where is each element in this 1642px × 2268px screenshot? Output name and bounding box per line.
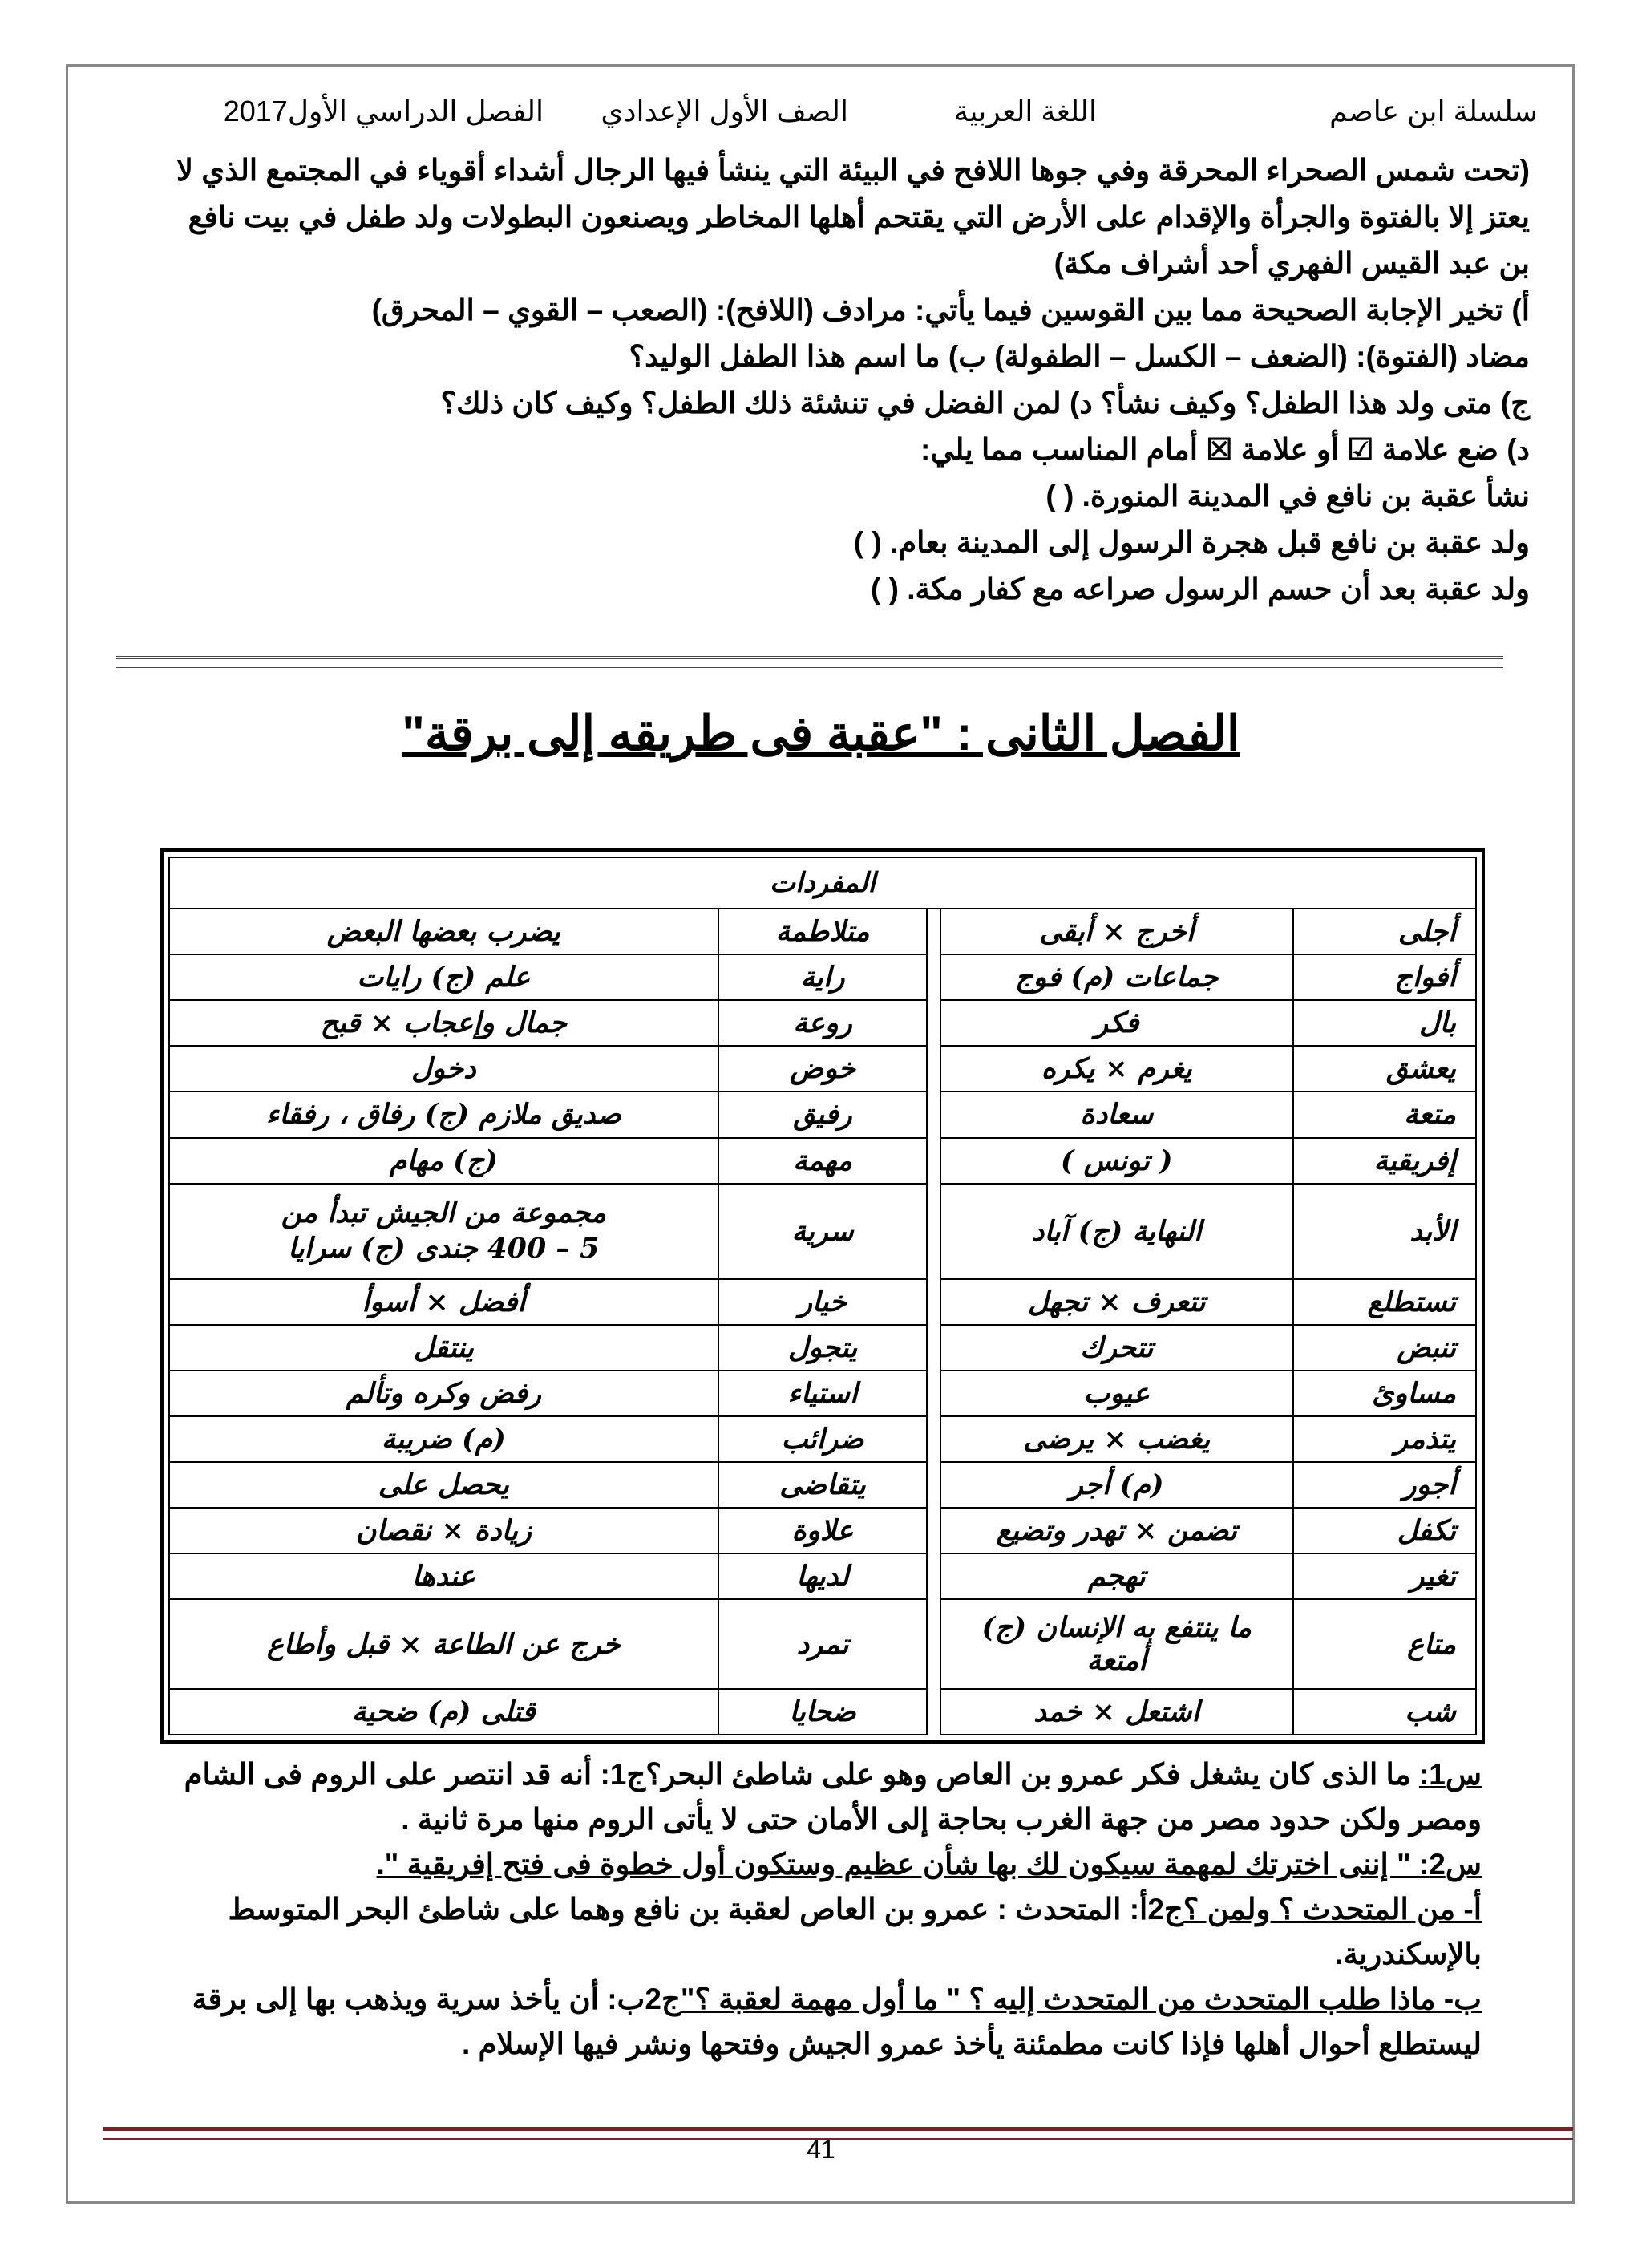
vocab-meaning: (ج) مهام [169,1138,718,1184]
column-gap [927,1462,940,1508]
vocab-meaning: فكر [940,1000,1293,1046]
column-gap [927,1416,940,1462]
column-gap [927,1279,940,1325]
vocab-meaning: تتحرك [940,1325,1293,1371]
question-text: أ- من المتحدث ؟ ولمن ؟ [1183,1893,1482,1926]
exercise-line: ولد عقبة بن نافع قبل هجرة الرسول إلى المدينة بعام. ( ) [853,526,1530,559]
vocab-row [169,1184,1476,1279]
vocab-word: متلاطمة [718,909,928,954]
vocab-word: ضرائب [718,1416,928,1462]
vocab-meaning: النهاية (ج) آباد [940,1184,1293,1279]
vocab-meaning: أخرج × أبقى [940,909,1293,954]
vocab-meaning: علم (ج) رايات [169,954,718,1000]
vocab-table-frame [160,848,1485,1744]
column-gap [927,1046,940,1091]
vocab-word: لديها [718,1553,928,1599]
qa-line [152,1842,1482,1887]
column-gap [927,1000,940,1046]
header-subject: اللغة العربية [954,95,1097,128]
header-term: الفصل الدراسي الأول2017 [223,95,544,128]
vocab-row [169,1091,1476,1137]
vocab-word: سرية [718,1184,928,1279]
vocab-meaning: قتلى (م) ضحية [169,1689,718,1735]
passage-line: بن عبد القيس الفهري أحد أشراف مكة) [1054,247,1530,280]
answer-label: ج1: [600,1758,646,1791]
vocab-row [169,909,1476,954]
vocab-word: مهمة [718,1138,928,1184]
vocab-word: تمرد [718,1599,928,1689]
vocab-table-title: المفردات [169,857,1476,909]
column-gap [927,1689,940,1735]
vocab-word: متاع [1293,1599,1476,1689]
exercise-line: ج) متى ولد هذا الطفل؟ وكيف نشأ؟ د) لمن الفضل في تنشئة ذلك الطفل؟ وكيف كان ذلك؟ [440,387,1530,419]
vocab-word: أجور [1293,1462,1476,1508]
vocab-row [169,1138,1476,1184]
answer-text: بالإسكندرية. [1335,1938,1482,1970]
vocab-word: متعة [1293,1091,1476,1137]
vocab-word: أجلى [1293,909,1476,954]
vocab-word: شب [1293,1689,1476,1735]
vocab-meaning: يغرم × يكره [940,1046,1293,1091]
vocab-meaning: (م) ضريبة [169,1416,718,1462]
passage-block [112,148,1530,613]
vocab-word: إفريقية [1293,1138,1476,1184]
answer-text: المتحدث : عمرو بن العاص لعقبة بن نافع وهما على شاطئ البحر المتوسط [228,1893,1130,1926]
vocab-meaning: عندها [169,1553,718,1599]
vocab-meaning: تضمن × تهدر وتضيع [940,1508,1293,1553]
vocab-word: الأبد [1293,1184,1476,1279]
vocab-meaning: تهجم [940,1553,1293,1599]
vocab-meaning: صديق ملازم (ج) رفاق ، رفقاء [169,1091,718,1137]
column-gap [927,1325,940,1371]
vocab-row [169,1689,1476,1735]
vocab-meaning: أفضل × أسوأ [169,1279,718,1325]
vocab-word: تكفل [1293,1508,1476,1553]
qa-line [152,1977,1482,2022]
question-text: ب- ماذا طلب المتحدث من المتحدث إليه ؟ " ما أول مهمة لعقبة ؟" [680,1982,1482,2015]
vocab-row [169,1553,1476,1599]
vocab-word: يتذمر [1293,1416,1476,1462]
vocab-word: تغير [1293,1553,1476,1599]
vocab-row [169,1508,1476,1553]
answer-text: ليستطلع أحوال أهلها فإذا كانت مطمئنة يأخذ عمرو الجيش وفتحها ونشر فيها الإسلام . [461,2027,1482,2060]
vocab-word: مساوئ [1293,1371,1476,1416]
vocab-meaning: رفض وكره وتألم [169,1371,718,1416]
column-gap [927,1599,940,1689]
vocab-row [169,1000,1476,1046]
vocab-row [169,1279,1476,1325]
vocab-row [169,1416,1476,1462]
section-separator [116,656,1503,670]
vocab-meaning: عيوب [940,1371,1293,1416]
exercise-line: مضاد (الفتوة): (الضعف – الكسل – الطفولة) ب) ما اسم هذا الطفل الوليد؟ [629,340,1530,373]
page-number: 41 [807,2135,835,2164]
passage-line: يعتز إلا بالفتوة والجرأة والإقدام على الأرض التي يقتحم أهلها المخاطر ويصنعون البطولات ولد طفل في بيت نافع [188,200,1530,233]
qa-block [152,1752,1482,2067]
vocab-meaning: زيادة × نقصان [169,1508,718,1553]
vocab-meaning-line: 5 – 400 جندى (ج) سرايا [288,1232,600,1266]
qa-line [152,1752,1482,1797]
vocab-word: تستطلع [1293,1279,1476,1325]
exercise-line: أ) تخير الإجابة الصحيحة مما بين القوسين فيما يأتي: مرادف (اللافح): (الصعب – القوي – المحرق) [371,294,1530,326]
vocab-row [169,1046,1476,1091]
vocab-word: أفواج [1293,954,1476,1000]
exercise-line: ولد عقبة بعد أن حسم الرسول صراعه مع كفار مكة. ( ) [871,573,1530,605]
question-label: س2: [1418,1848,1482,1881]
vocab-meaning: جماعات (م) فوج [940,954,1293,1000]
chapter-title: الفصل الثانى : "عقبة فى طريقه إلى برقة" [402,707,1240,760]
vocab-table [168,857,1477,1735]
vocab-meaning [169,1184,718,1279]
vocab-meaning-line: مجموعة من الجيش تبدأ من [281,1197,606,1230]
answer-text: أن يأخذ سرية ويذهب بها إلى برقة [192,1982,608,2015]
vocab-meaning: يغضب × يرضى [940,1416,1293,1462]
vocab-word: خوض [718,1046,928,1091]
vocab-meaning: اشتعل × خمد [940,1689,1293,1735]
vocab-meaning: تتعرف × تجهل [940,1279,1293,1325]
vocab-word: يعشق [1293,1046,1476,1091]
vocab-word: ضحايا [718,1689,928,1735]
vocab-meaning: دخول [169,1046,718,1091]
qa-line [152,1887,1482,1932]
vocab-meaning: يضرب بعضها البعض [169,909,718,954]
vocab-word: خيار [718,1279,928,1325]
column-gap [927,909,940,954]
vocab-meaning: سعادة [940,1091,1293,1137]
vocab-meaning: خرج عن الطاعة × قبل وأطاع [169,1599,718,1689]
vocab-word: علاوة [718,1508,928,1553]
vocab-meaning: جمال وإعجاب × قبح [169,1000,718,1046]
answer-label: ج2أ: [1129,1893,1183,1926]
header-series: سلسلة ابن عاصم [1329,95,1538,128]
vocab-meaning: (م) أجر [940,1462,1293,1508]
vocab-row [169,1462,1476,1508]
passage-line: (تحت شمس الصحراء المحرقة وفي جوها اللافح في البيئة التي ينشأ فيها الرجال أشداء أقوياء في المجتمع الذي لا [176,154,1530,187]
vocab-meaning: ( تونس ) [940,1138,1293,1184]
exercise-line: نشأ عقبة بن نافع في المدينة المنورة. ( ) [1045,480,1530,512]
vocab-row [169,1371,1476,1416]
column-gap [927,1508,940,1553]
answer-text: أنه قد انتصر على الروم فى الشام [184,1758,601,1791]
vocab-word: استياء [718,1371,928,1416]
column-gap [927,1091,940,1137]
column-gap [927,1553,940,1599]
vocab-row [169,1599,1476,1689]
column-gap [927,1371,940,1416]
vocab-row [169,954,1476,1000]
answer-label: ج2ب: [607,1982,681,2015]
vocab-word: يتجول [718,1325,928,1371]
exercise-line: د) ضع علامة ☑ أو علامة ☒ أمام المناسب مما يلي: [920,433,1530,466]
vocab-row [169,1325,1476,1371]
column-gap [927,954,940,1000]
column-gap [927,1138,940,1184]
column-gap [927,1184,940,1279]
vocab-word: روعة [718,1000,928,1046]
question-text: " إننى اخترتك لمهمة سيكون لك بها شأن عظيم وستكون أول خطوة فى فتح إفريقية ". [376,1848,1419,1881]
answer-text: ومصر ولكن حدود مصر من جهة الغرب بحاجة إلى الأمان حتى لا يأتى الروم منها مرة ثانية . [401,1803,1482,1836]
header-grade: الصف الأول الإعدادي [601,95,848,128]
vocab-meaning: ينتقل [169,1325,718,1371]
vocab-word: تنبض [1293,1325,1476,1371]
vocab-word: بال [1293,1000,1476,1046]
vocab-word: رفيق [718,1091,928,1137]
vocab-word: راية [718,954,928,1000]
question-label: س1: [1418,1758,1482,1791]
question-text: ما الذى كان يشغل فكر عمرو بن العاص وهو على شاطئ البحر؟ [645,1758,1419,1791]
vocab-meaning: ما ينتفع به الإنسان (ج) أمتعة [940,1599,1293,1689]
vocab-word: يتقاضى [718,1462,928,1508]
vocab-meaning: يحصل على [169,1462,718,1508]
